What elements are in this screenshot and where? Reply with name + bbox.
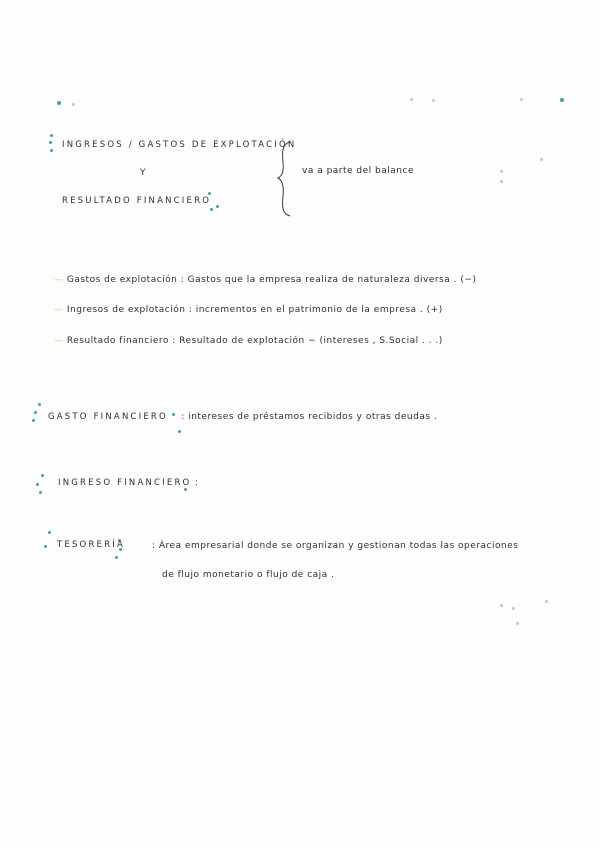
accent-dot [32,419,35,422]
accent-dot [410,98,413,101]
definition-resultado-financiero [54,336,443,346]
bullet: — [54,275,64,285]
definition-text: Ingresos de explotación : incrementos en el patrimonio de la empresa . (+) [66,305,443,315]
accent-dot [36,483,39,486]
tesoreria-definition-line-2: de flujo monetario o flujo de caja . [162,570,335,580]
tesoreria-term: TESORERÍA [57,540,125,550]
tesoreria-definition-line-1: : Área empresarial donde se organizan y gestionan todas las operaciones [152,541,519,551]
accent-dot [115,556,118,559]
bullet: — [54,336,64,346]
accent-dot [500,604,503,607]
accent-dot [48,531,51,534]
curly-brace-icon [276,140,298,218]
accent-dot [34,411,37,414]
accent-dot [57,101,61,105]
accent-dot [560,98,564,102]
definition-text: Resultado financiero : Resultado de explotación − (intereses , S.Social . . .) [66,336,443,346]
accent-dot [50,149,53,152]
accent-dot [39,491,42,494]
accent-dot [49,141,52,144]
definition-gastos-explotacion [54,275,476,285]
accent-dot [516,622,519,625]
accent-dot [545,600,548,603]
accent-dot [38,403,41,406]
definition-ingresos-explotacion [54,305,443,315]
accent-dot [184,488,187,491]
ingreso-financiero-row [58,478,198,488]
accent-dot [540,158,543,161]
accent-dot [432,99,435,102]
accent-dot [72,103,75,106]
accent-dot [44,545,47,548]
accent-dot [41,474,44,477]
ingreso-financiero-colon: : [194,478,199,488]
accent-dot [210,208,213,211]
accent-dot [512,607,515,610]
bullet: — [54,305,64,315]
brace-note: va a parte del balance [302,166,414,176]
accent-dot [520,98,523,101]
accent-dot [178,430,181,433]
ingreso-financiero-term: INGRESO FINANCIERO [58,478,192,488]
accent-dot [216,205,219,208]
header-connector: Y [140,168,146,178]
gasto-financiero-term: GASTO FINANCIERO [48,412,168,422]
gasto-financiero-definition: : intereses de préstamos recibidos y otras deudas . [181,412,438,422]
accent-dot [50,134,53,137]
definition-text: Gastos de explotación : Gastos que la empresa realiza de naturaleza diversa . (−) [66,275,477,285]
accent-dot [500,170,503,173]
accent-dot [500,180,503,183]
gasto-financiero-row [48,412,437,422]
header-line-2: RESULTADO FINANCIERO [62,196,212,206]
header-line-1: INGRESOS / GASTOS DE EXPLOTACIÓN [62,140,297,150]
accent-dot [208,192,211,195]
